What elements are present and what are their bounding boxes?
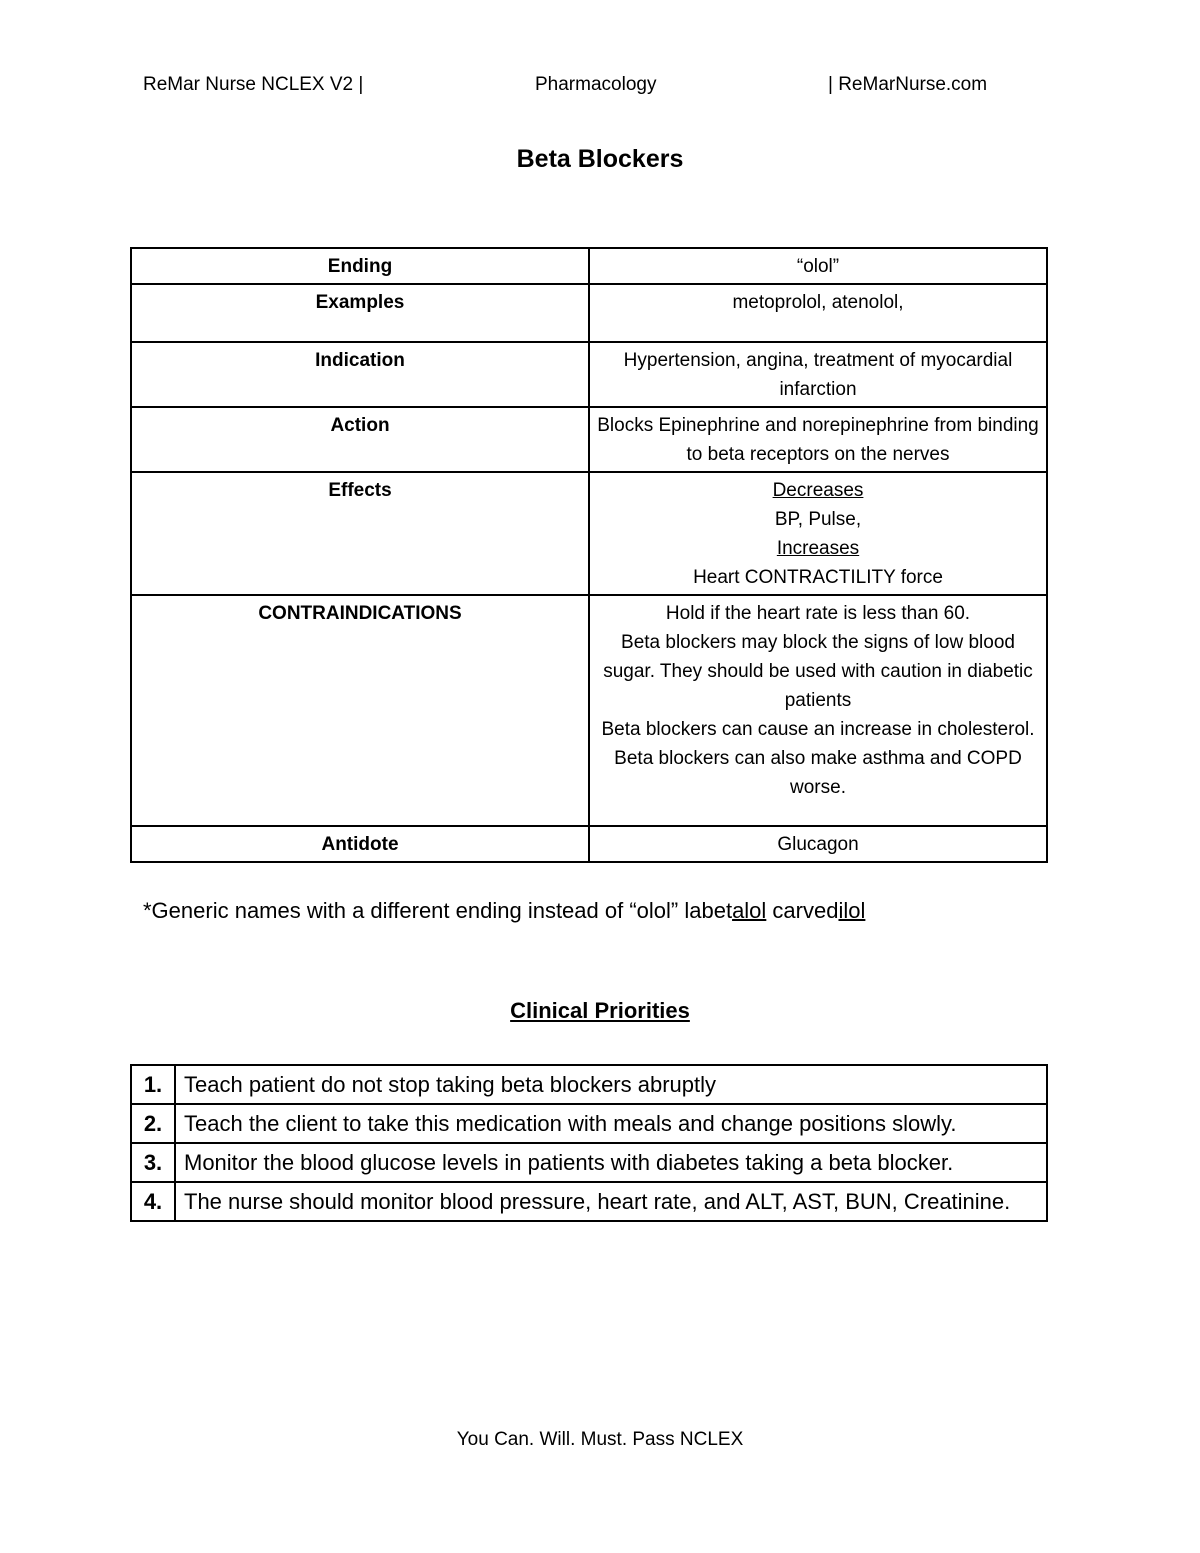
effects-value	[589, 472, 1047, 595]
increases-heading: Increases	[776, 538, 860, 559]
examples-value: metoprolol, atenolol,	[589, 284, 1047, 342]
indication-label: Indication	[131, 342, 589, 407]
table-row	[131, 284, 1047, 342]
header-left: ReMar Nurse NCLEX V2 |	[143, 74, 364, 95]
priority-number: 1.	[131, 1065, 175, 1104]
page-footer: You Can. Will. Must. Pass NCLEX	[456, 1429, 744, 1450]
decreases-heading: Decreases	[772, 480, 864, 501]
table-row	[131, 342, 1047, 407]
drug1-suffix: alol	[732, 898, 767, 923]
action-value: Blocks Epinephrine and norepinephrine from binding to beta receptors on the nerves	[589, 407, 1047, 472]
examples-label: Examples	[131, 284, 589, 342]
antidote-label: Antidote	[131, 826, 589, 862]
generic-names-note	[143, 898, 865, 924]
action-label: Action	[131, 407, 589, 472]
contraindications-label: CONTRAINDICATIONS	[131, 595, 589, 826]
priority-number: 3.	[131, 1143, 175, 1182]
table-row	[131, 1143, 1047, 1182]
priority-number: 4.	[131, 1182, 175, 1221]
priority-text: Monitor the blood glucose levels in patients with diabetes taking a beta blocker.	[175, 1143, 1047, 1182]
header-center: Pharmacology	[535, 74, 657, 95]
ending-value: “olol”	[589, 248, 1047, 284]
ending-label: Ending	[131, 248, 589, 284]
contraindication-line: Beta blockers can cause an increase in cholesterol.	[601, 719, 1035, 740]
drug1-stem: labet	[684, 898, 733, 923]
generic-note-prefix: *Generic names with a different ending instead of “olol”	[143, 898, 685, 923]
contraindications-value	[589, 595, 1047, 826]
drug-info-table	[130, 247, 1048, 863]
antidote-value: Glucagon	[589, 826, 1047, 862]
table-row	[131, 826, 1047, 862]
clinical-priorities-title: Clinical Priorities	[510, 998, 690, 1023]
contraindication-line: Hold if the heart rate is less than 60.	[665, 603, 971, 624]
header-right: | ReMarNurse.com	[828, 74, 988, 95]
priority-text: Teach patient do not stop taking beta blockers abruptly	[175, 1065, 1047, 1104]
priority-text: The nurse should monitor blood pressure, heart rate, and ALT, AST, BUN, Creatinine.	[175, 1182, 1047, 1221]
table-row	[131, 1182, 1047, 1221]
contraindication-line: Beta blockers can also make asthma and COPD worse.	[614, 748, 1022, 798]
priority-number: 2.	[131, 1104, 175, 1143]
table-row	[131, 248, 1047, 284]
clinical-priorities-table	[130, 1064, 1048, 1222]
increases-value: Heart CONTRACTILITY force	[693, 567, 943, 588]
contraindication-line: Beta blockers may block the signs of low blood sugar. They should be used with caution in diabetic patients	[603, 632, 1033, 711]
drug2-suffix: ilol	[838, 898, 866, 923]
table-row	[131, 1065, 1047, 1104]
effects-label: Effects	[131, 472, 589, 595]
priority-text: Teach the client to take this medication with meals and change positions slowly.	[175, 1104, 1047, 1143]
table-row	[131, 595, 1047, 826]
table-row	[131, 472, 1047, 595]
table-row	[131, 407, 1047, 472]
decreases-value: BP, Pulse,	[774, 509, 862, 530]
indication-value: Hypertension, angina, treatment of myocardial infarction	[589, 342, 1047, 407]
table-row	[131, 1104, 1047, 1143]
drug2-stem: carved	[766, 898, 839, 923]
page-title: Beta Blockers	[516, 145, 684, 173]
